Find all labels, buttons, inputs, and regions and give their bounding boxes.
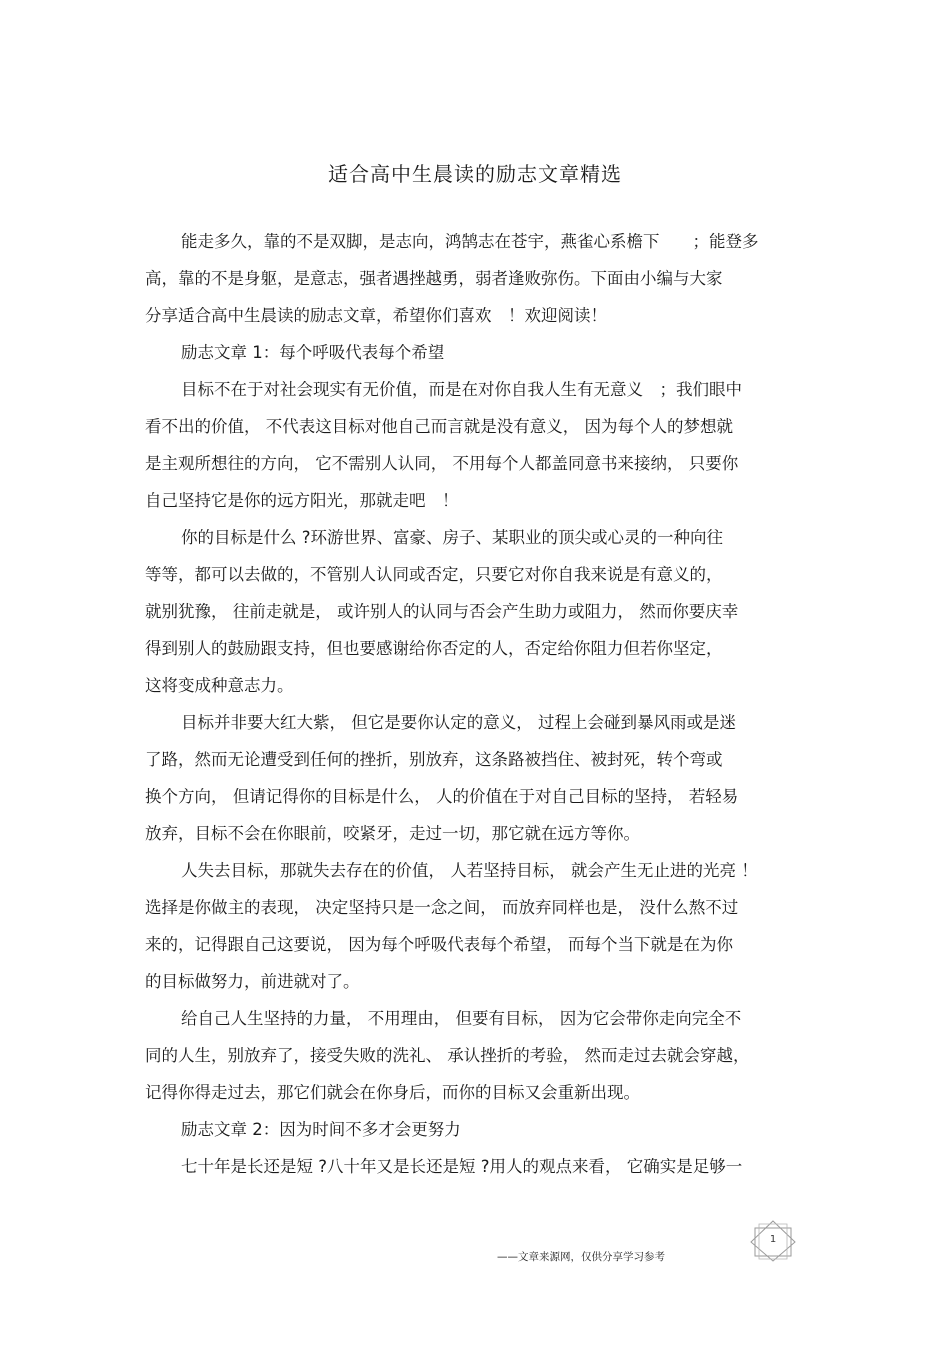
paragraph-line: 放弃，目标不会在你眼前，咬紧牙，走过一切，那它就在远方等你。 — [145, 824, 640, 843]
paragraph-line: 给自己人生坚持的力量， 不用理由， 但要有目标， 因为它会带你走向完全不 — [181, 1009, 742, 1028]
paragraph-line: 等等，都可以去做的，不管别人认同或否定，只要它对你自我来说是有意义的， — [145, 565, 723, 584]
paragraph-line: 分享适合高中生晨读的励志文章，希望你们喜欢 ！欢迎阅读！ — [145, 306, 607, 325]
paragraph-line: 选择是你做主的表现， 决定坚持只是一念之间， 而放弃同样也是， 没什么熬不过 — [145, 898, 739, 917]
paragraph-line: 能走多久，靠的不是双脚，是志向，鸿鹄志在苍宇，燕雀心系檐下 ；能登多 — [181, 232, 759, 251]
paragraph-line: 同的人生，别放弃了，接受失败的洗礼、 承认挫折的考验， 然而走过去就会穿越， — [145, 1046, 750, 1065]
paragraph-line: 是主观所想往的方向， 它不需别人认同， 不用每个人都盖同意书来接纳， 只要你 — [145, 454, 739, 473]
paragraph-line: 来的，记得跟自己这要说， 因为每个呼吸代表每个希望， 而每个当下就是在为你 — [145, 935, 733, 954]
paragraph-line: 目标并非要大红大紫， 但它是要你认定的意义， 过程上会碰到暴风雨或是迷 — [181, 713, 736, 732]
paragraph-line: 看不出的价值， 不代表这目标对他自己而言就是没有意义， 因为每个人的梦想就 — [145, 417, 733, 436]
paragraph-line: 七十年是长还是短 ?八十年又是长还是短 ?用人的观点来看， 它确实是足够一 — [181, 1157, 743, 1176]
article-body — [145, 228, 807, 1190]
paragraph-line: 得到别人的鼓励跟支持，但也要感谢给你否定的人，否定给你阻力但若你坚定， — [145, 639, 723, 658]
page-number-badge — [749, 1220, 797, 1262]
paragraph-line: 自己坚持它是你的远方阳光，那就走吧 ！ — [145, 491, 459, 510]
paragraph-line: 就别犹豫， 往前走就是， 或许别人的认同与否会产生助力或阻力， 然而你要庆幸 — [145, 602, 739, 621]
section-heading: 励志文章 2：因为时间不多才会更努力 — [181, 1120, 461, 1139]
page-title: 适合高中生晨读的励志文章精选 — [328, 162, 622, 186]
source-note: ——文章来源网，仅供分享学习参考 — [497, 1251, 665, 1263]
paragraph-line: 这将变成种意志力。 — [145, 676, 294, 695]
paragraph-line: 记得你得走过去，那它们就会在你身后，而你的目标又会重新出现。 — [145, 1083, 640, 1102]
section-heading: 励志文章 1：每个呼吸代表每个希望 — [181, 343, 445, 362]
paragraph-line: 目标不在于对社会现实有无价值，而是在对你自我人生有无意义 ；我们眼中 — [181, 380, 742, 399]
paragraph-line: 的目标做努力，前进就对了。 — [145, 972, 360, 991]
paragraph-line: 换个方向， 但请记得你的目标是什么， 人的价值在于对自己目标的坚持， 若轻易 — [145, 787, 739, 806]
paragraph-line: 了路，然而无论遭受到任何的挫折，别放弃，这条路被挡住、被封死，转个弯或 — [145, 750, 723, 769]
page-number: 1 — [769, 1234, 777, 1245]
paragraph-line: 你的目标是什么 ?环游世界、富豪、房子、某职业的顶尖或心灵的一种向往 — [181, 528, 724, 547]
paragraph-line: 人失去目标，那就失去存在的价值， 人若坚持目标， 就会产生无止进的光亮 ！ — [181, 861, 758, 880]
paragraph-line: 高，靠的不是身躯，是意志，强者遇挫越勇，弱者逢败弥伤。下面由小编与大家 — [145, 269, 723, 288]
